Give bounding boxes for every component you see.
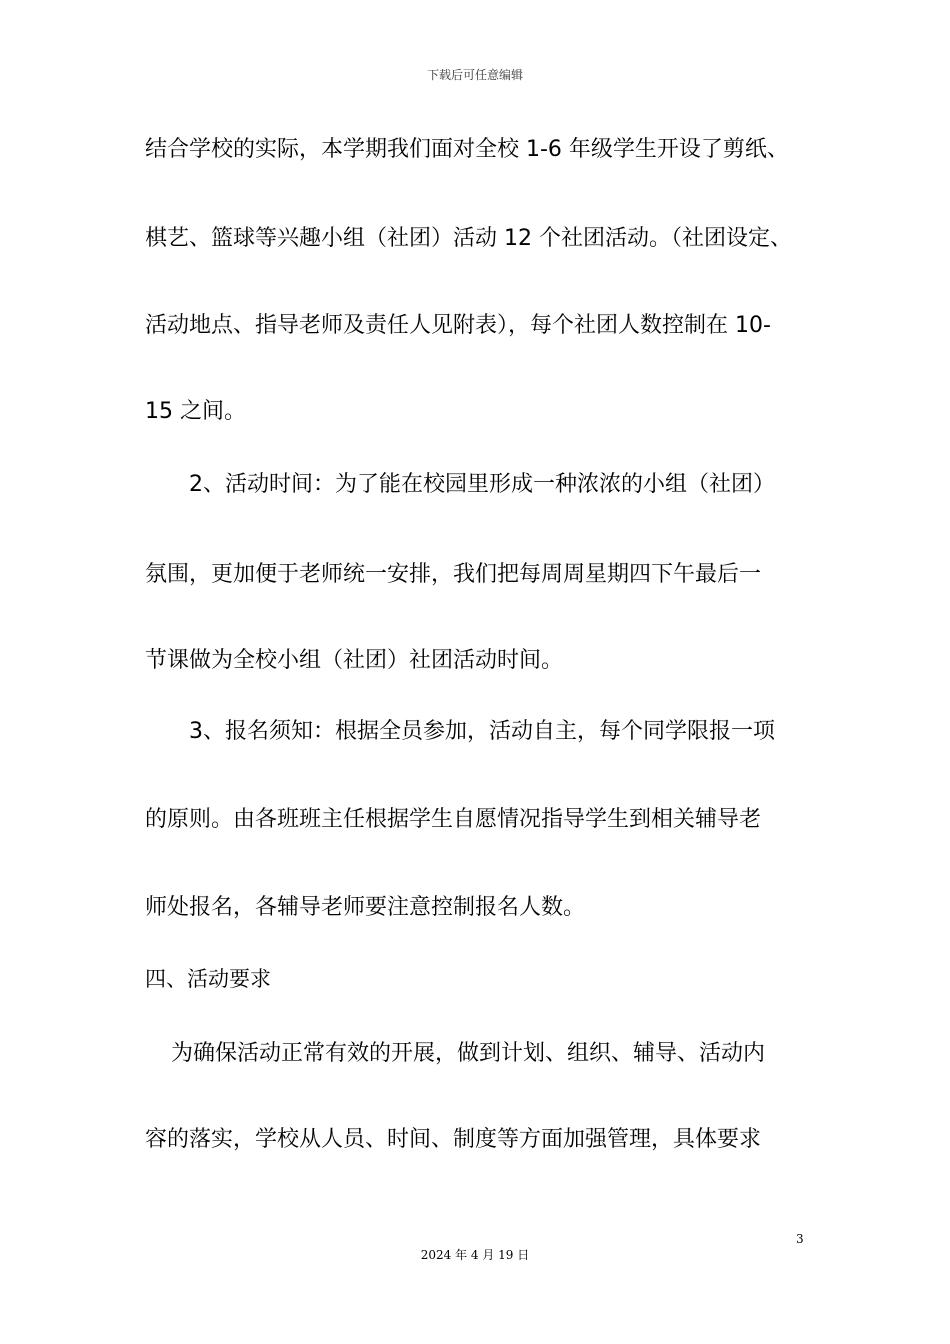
section-heading: 四、活动要求	[145, 967, 271, 991]
body-line-4: 15 之间。	[145, 399, 246, 424]
body-line-13: 容的落实，学校从人员、时间、制度等方面加强管理，具体要求	[145, 1127, 762, 1152]
body-line-7: 节课做为全校小组（社团）社团活动时间。	[145, 648, 564, 673]
body-line-10: 师处报名，各辅导老师要注意控制报名人数。	[145, 895, 586, 920]
body-line-5: 2、活动时间：为了能在校园里形成一种浓浓的小组（社团）	[189, 472, 775, 497]
body-line-1: 结合学校的实际，本学期我们面对全校 1-6 年级学生开设了剪纸、	[145, 137, 789, 162]
page-header-note: 下载后可任意编辑	[426, 68, 523, 82]
body-line-2: 棋艺、篮球等兴趣小组（社团）活动 12 个社团活动。（社团设定、	[145, 226, 792, 251]
body-line-3: 活动地点、指导老师及责任人见附表），每个社团人数控制在 10-	[145, 313, 771, 338]
body-line-9: 的原则。由各班班主任根据学生自愿情况指导学生到相关辅导老	[145, 807, 762, 832]
body-line-6: 氛围，更加便于老师统一安排，我们把每周周星期四下午最后一	[145, 562, 762, 587]
footer-date: 2024 年 4 月 19 日	[420, 1248, 530, 1262]
body-line-8: 3、报名须知：根据全员参加，活动自主，每个同学限报一项	[189, 719, 775, 744]
body-line-12: 为确保活动正常有效的开展，做到计划、组织、辅导、活动内	[171, 1041, 766, 1066]
page-number: 3	[796, 1232, 804, 1246]
